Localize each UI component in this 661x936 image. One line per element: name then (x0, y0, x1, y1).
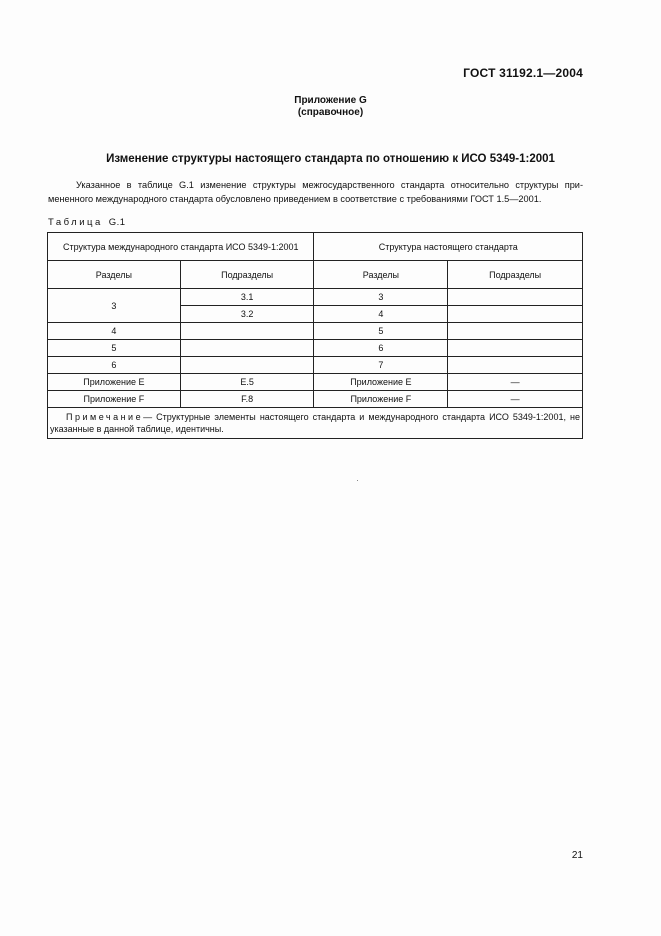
table-cell: Приложение F (48, 391, 181, 408)
note-label: Примечание (66, 412, 144, 422)
table-cell: 3 (48, 289, 181, 323)
table-row (48, 289, 583, 306)
group-header-current: Структура настоящего стандарта (314, 233, 583, 261)
column-header: Подразделы (448, 261, 583, 289)
table-cell: E.5 (180, 374, 314, 391)
appendix-subtitle: (справочное) (297, 107, 364, 118)
table-cell: 3.2 (180, 306, 314, 323)
table-cell (448, 323, 583, 340)
table-cell: — (448, 391, 583, 408)
scan-speck (357, 480, 358, 481)
section-title: Изменение структуры настоящего стандарта по отношению к ИСО 5349-1:2001 (106, 153, 555, 165)
column-header: Разделы (48, 261, 181, 289)
group-header-international: Структура международного стандарта ИСО 5349-1:2001 (48, 233, 314, 261)
table-cell (448, 306, 583, 323)
appendix-title: Приложение G (294, 95, 367, 106)
table-cell: 3 (314, 289, 448, 306)
table-cell: 6 (314, 340, 448, 357)
document-code: ГОСТ 31192.1—2004 (463, 66, 583, 80)
column-header: Подразделы (180, 261, 314, 289)
table-cell: 4 (48, 323, 181, 340)
table-note-row (48, 408, 583, 439)
table-cell (448, 357, 583, 374)
column-header: Разделы (314, 261, 448, 289)
table-cell: Приложение F (314, 391, 448, 408)
table-cell: 7 (314, 357, 448, 374)
intro-text: Указанное в таблице G.1 изменение структуры межгосударственного стандарта относительно структуры примененного международного стандарта обусловлено приведением в соответствие с требованиями ГОСТ 1.5—2001. (48, 180, 583, 204)
table-caption (48, 217, 126, 228)
table-cell: 3.1 (180, 289, 314, 306)
note-text: — Структурные элементы настоящего стандарта и международного стандарта ИСО 5349-1:2001, не указанные в данной таблице, идентичны. (50, 412, 580, 434)
table-cell (180, 340, 314, 357)
table-row (48, 357, 583, 374)
structure-table (47, 232, 583, 439)
table-cell (180, 323, 314, 340)
table-caption-word: Таблица (48, 217, 103, 228)
table-row (48, 374, 583, 391)
table-cell (448, 289, 583, 306)
table-row (48, 323, 583, 340)
table-group-header-row (48, 233, 583, 261)
table-cell: Приложение E (314, 374, 448, 391)
intro-paragraph (48, 179, 583, 206)
table-cell: 4 (314, 306, 448, 323)
table-cell: — (448, 374, 583, 391)
page-number: 21 (571, 850, 583, 861)
table-column-header-row (48, 261, 583, 289)
table-caption-number: G.1 (108, 217, 126, 228)
table-cell: F.8 (180, 391, 314, 408)
table-note (48, 408, 583, 439)
table-cell (180, 357, 314, 374)
appendix-heading (0, 95, 661, 119)
table-cell: 5 (314, 323, 448, 340)
table-cell: Приложение E (48, 374, 181, 391)
table-row (48, 340, 583, 357)
table-cell: 6 (48, 357, 181, 374)
table-cell: 5 (48, 340, 181, 357)
table-row (48, 391, 583, 408)
table-cell (448, 340, 583, 357)
